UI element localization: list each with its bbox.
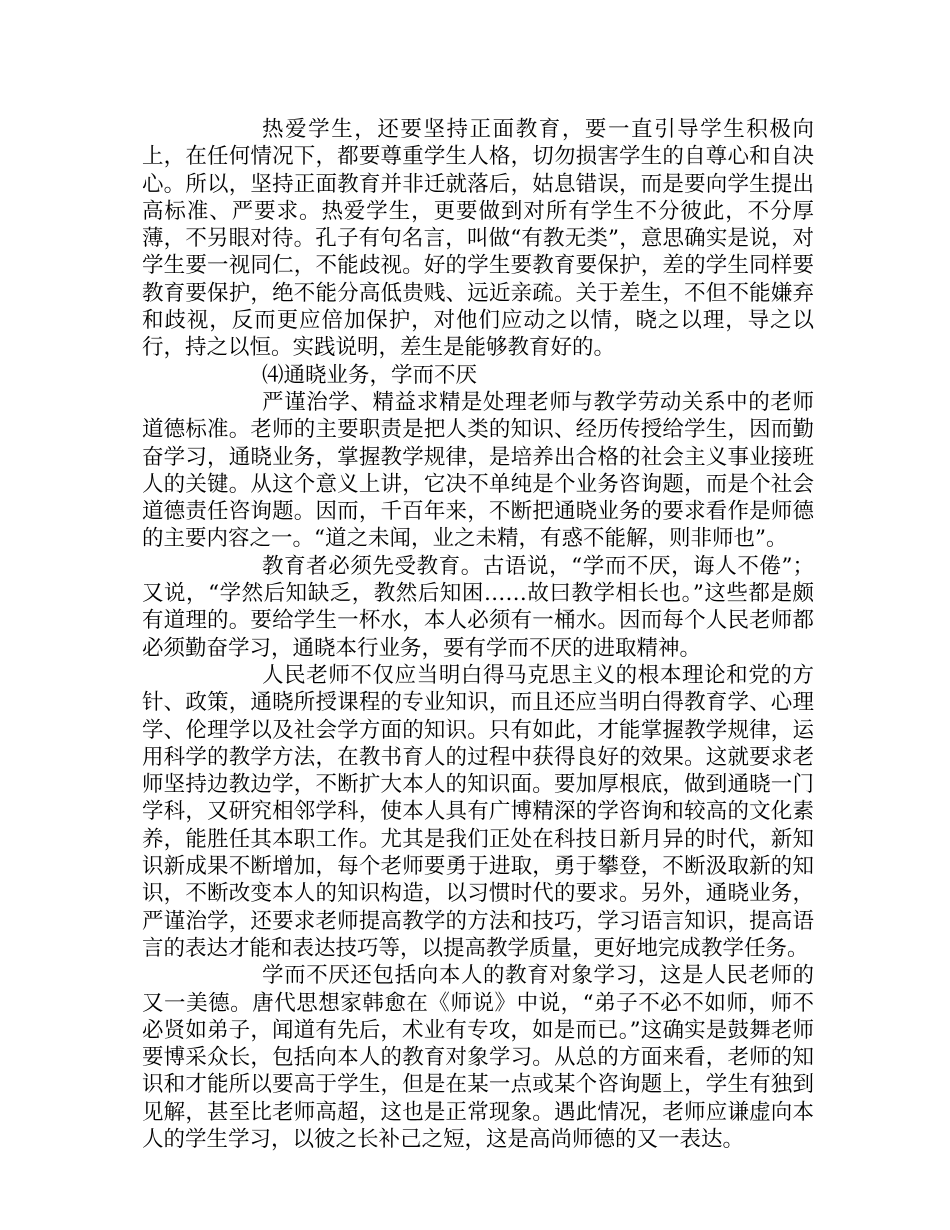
paragraph-broad-knowledge: 人民老师不仅应当明白得马克思主义的根本理论和党的方针、政策，通晓所授课程的专业知识，而且还应当明白得教育学、心理学、伦理学以及社会学方面的知识。只有如此，才能掌握教学规律，运用科学的教学方法，在教书育人的过程中获得良好的效果。这就要求老师坚持边教边学，不断扩大本人的知识面。要加厚根底，做到通晓一门学科，又研究相邻学科，使本人具有广博精深的学咨询和较高的文化素养，能胜任其本职工作。尤其是我们正处在科技日新月异的时代，新知识新成果不断增加，每个老师要勇于进取，勇于攀登，不断汲取新的知识，不断改变本人的知识构造，以习惯时代的要求。另外，通晓业务，严谨治学，还要求老师提高教学的方法和技巧，学习语言知识，提高语言的表达才能和表达技巧等，以提高教学质量，更好地完成教学任务。 <box>142 662 814 961</box>
paragraph-educator-educated: 教育者必须先受教育。古语说，“学而不厌，诲人不倦”；又说，“学然后知缺乏，教然后知困……故曰教学相长也。”这些都是颇有道理的。要给学生一杯水，本人必须有一桶水。因而每个人民老师都必须勤奋学习，通晓本行业务，要有学而不厌的进取精神。 <box>142 553 814 661</box>
section-heading: ⑷通晓业务，学而不厌 <box>262 362 478 388</box>
paragraph-rigorous-scholarship: 严谨治学、精益求精是处理老师与教学劳动关系中的老师道德标准。老师的主要职责是把人类的知识、经历传授给学生，因而勤奋学习，通晓业务，掌握教学规律，是培养出合格的社会主义事业接班人的关键。从这个意义上讲，它决不单纯是个业务咨询题，而是个社会道德责任咨询题。因而，千百年来，不断把通晓业务的要求看作是师德的主要内容之一。“道之未闻，业之未精，有惑不能解，则非师也”。 <box>142 389 814 552</box>
document-page <box>142 116 814 1153</box>
paragraph-learn-from-students: 学而不厌还包括向本人的教育对象学习，这是人民老师的又一美德。唐代思想家韩愈在《师说》中说，“弟子不必不如师，师不必贤如弟子，闻道有先后，术业有专攻，如是而已。”这确实是鼓舞老师要博采众长，包括向本人的教育对象学习。从总的方面来看，老师的知识和才能所以要高于学生，但是在某一点或某个咨询题上，学生有独到见解，甚至比老师高超，这也是正常现象。遇此情况，老师应谦虚向本人的学生学习，以彼之长补己之短，这是高尚师德的又一表达。 <box>142 963 814 1152</box>
paragraph-respect-students: 热爱学生，还要坚持正面教育，要一直引导学生积极向上，在任何情况下，都要尊重学生人格，切勿损害学生的自尊心和自决心。所以，坚持正面教育并非迁就落后，姑息错误，而是要向学生提出高标准、严要求。热爱学生，更要做到对所有学生不分彼此，不分厚薄，不另眼对待。孔子有句名言，叫做“有教无类”，意思确实是说，对学生要一视同仁，不能歧视。好的学生要教育要保护，差的学生同样要教育要保护，绝不能分高低贵贱、远近亲疏。关于差生，不但不能嫌弃和歧视，反而更应倍加保护，对他们应动之以情，晓之以理，导之以行，持之以恒。实践说明，差生是能够教育好的。 <box>142 117 814 361</box>
